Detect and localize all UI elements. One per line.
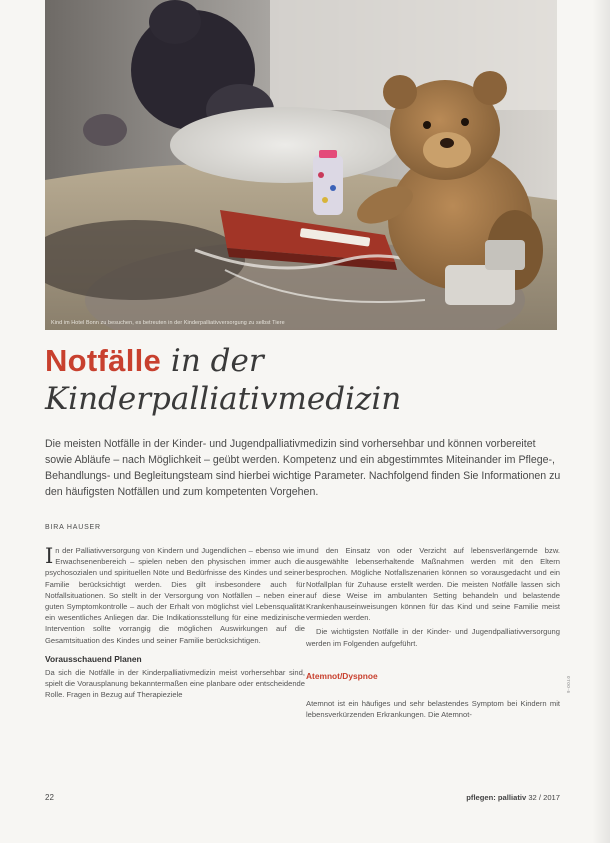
article-title — [45, 342, 565, 418]
page-edge-shadow — [592, 0, 610, 843]
body-column-left — [45, 545, 305, 704]
body-paragraph: In der Palliativversorgung von Kindern und Jugendlichen – ebenso wie im Erwachsenenbereich – spielen neben den physischen immer auch die psychosozialen und spirituellen Nöte und Bedürfnisse des Kindes und seiner Familie berücksichtigt werden. Dies gilt insbesondere auch für Notfallsituationen. So stellt in der Versorgung von Notfällen – neben einer guten Symptomkontrolle – auch der Erhalt von möglichst viel Lebensqualität ein wesentliches Anliegen dar. Die Indikationsstellung für eine medizinische Intervention sollte vorrangig die möglichen Auswirkungen auf die Gesamtsituation des Kindes und seiner Familie berücksichtigen. — [45, 544, 305, 645]
body-column-right — [306, 545, 560, 723]
hero-photo — [45, 0, 557, 330]
body-paragraph: und den Einsatz von oder Verzicht auf lebensverlängernde bzw. ausgewählte lebenserhaltende Maßnahmen werden mit den Eltern besprochen. Mögliche Notfallszenarien können so vorausgedacht und ein Notfallplan für Zuhause erstellt werden. Die meisten Notfälle lassen sich auf diese Weise im ambulanten Setting behandeln und belastende Krankenhauseinweisungen können für das Kind und seine Familie meist vermieden werden. — [306, 546, 560, 623]
dropcap: I — [45, 544, 54, 568]
author-name: BIRA HAUSER — [45, 524, 101, 531]
page-number: 22 — [45, 793, 54, 802]
subheading-dyspnoe: Atemnot/Dyspnoe — [306, 670, 378, 681]
magazine-name: pflegen: palliativ — [466, 793, 527, 802]
subheading-planning: Vorausschauend Planen — [45, 653, 142, 664]
title-line2: Kinderpalliativmedizin — [45, 381, 402, 417]
body-paragraph: Atemnot ist ein häufiges und sehr belastendes Symptom bei Kindern mit lebensverkürzenden Erkrankungen. Die Atemnot- — [306, 699, 560, 720]
side-code: 0700-6 — [566, 676, 571, 694]
teddy-bear-photo — [45, 0, 557, 330]
title-accent: Notfälle — [45, 343, 162, 378]
body-paragraph: Da sich die Notfälle in der Kinderpalliativmedizin meist vorhersehbar sind, spielt die Vorausplanung bekanntermaßen eine planbare oder entscheidende Rolle. Fragen in Bezug auf Therapieziele — [45, 668, 305, 700]
issue-number: 32 / 2017 — [528, 793, 560, 802]
body-paragraph: Die wichtigsten Notfälle in der Kinder- und Jugendpalliativversorgung werden im Folgenden aufgeführt. — [306, 627, 560, 648]
photo-caption: Kind im Hotel Bonn zu besuchen, es betreuten in der Kinderpalliativversorgung zu selbst Tiere — [51, 320, 285, 326]
article-lead: Die meisten Notfälle in der Kinder- und Jugendpalliativmedizin sind vorhersehbar und können vorbereitet sowie Abläufe – nach Möglichkeit – geübt werden. Kompetenz und ein abgestimmtes Miteinander im Pflege-, Behandlungs- und Begleitungsteam sind hierbei wichtige Parameter. Nachfolgend finden Sie Informationen zu den häufigsten Notfällen und zum kompetenten Vorgehen. — [45, 438, 561, 498]
title-line1-rest: in der — [161, 343, 264, 379]
footer-brand — [466, 793, 560, 802]
